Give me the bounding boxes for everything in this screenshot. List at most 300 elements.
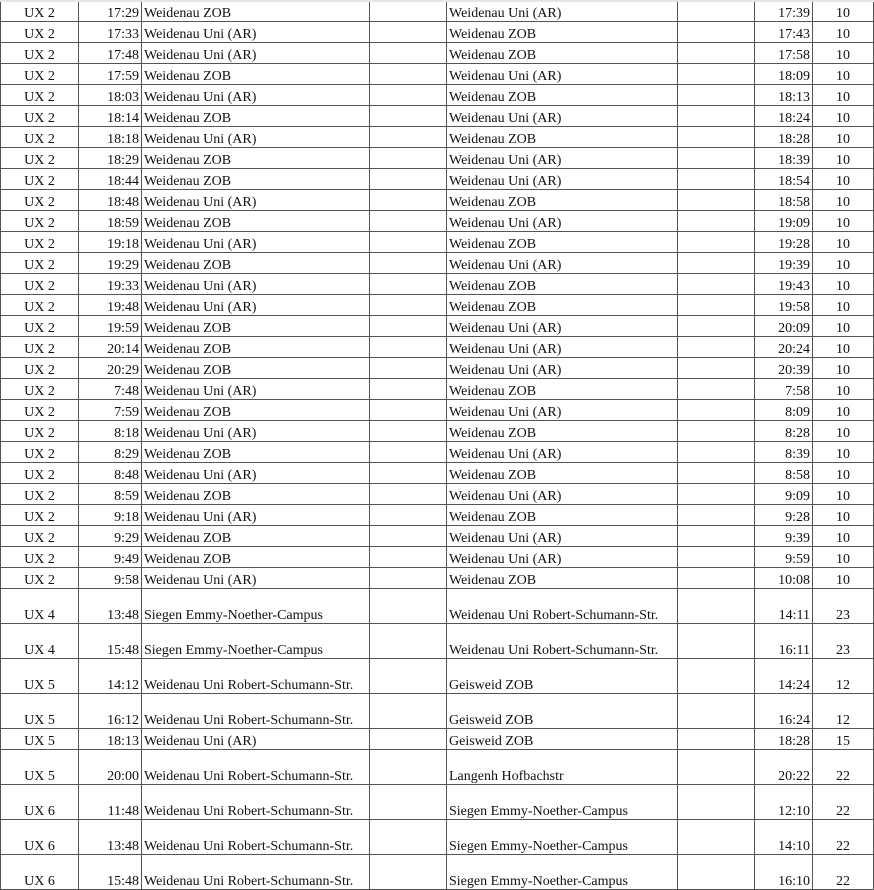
- line-cell: UX 2: [1, 169, 79, 190]
- origin-cell: Weidenau Uni (AR): [142, 568, 370, 589]
- origin-cell: Weidenau ZOB: [142, 148, 370, 169]
- destination-cell: Weidenau Uni (AR): [447, 106, 678, 127]
- departure-cell: 19:29: [79, 253, 142, 274]
- origin-cell: Weidenau ZOB: [142, 64, 370, 85]
- destination-cell: Weidenau Uni (AR): [447, 253, 678, 274]
- empty-cell: [678, 855, 755, 890]
- line-cell: UX 2: [1, 190, 79, 211]
- table-row: [1, 64, 874, 85]
- empty-cell: [370, 421, 447, 442]
- table-row: [1, 400, 874, 421]
- departure-cell: 8:18: [79, 421, 142, 442]
- empty-cell: [678, 43, 755, 64]
- destination-cell: Weidenau Uni (AR): [447, 148, 678, 169]
- empty-cell: [678, 253, 755, 274]
- line-cell: UX 2: [1, 379, 79, 400]
- table-row: [1, 274, 874, 295]
- line-cell: UX 5: [1, 694, 79, 729]
- empty-cell: [370, 43, 447, 64]
- table-row: [1, 43, 874, 64]
- arrival-cell: 19:39: [755, 253, 813, 274]
- origin-cell: Weidenau Uni (AR): [142, 295, 370, 316]
- destination-cell: Weidenau ZOB: [447, 463, 678, 484]
- origin-cell: Weidenau Uni (AR): [142, 190, 370, 211]
- destination-cell: Weidenau Uni (AR): [447, 484, 678, 505]
- departure-cell: 19:33: [79, 274, 142, 295]
- departure-cell: 18:48: [79, 190, 142, 211]
- arrival-cell: 9:59: [755, 547, 813, 568]
- duration-cell: 10: [813, 1, 874, 22]
- departure-cell: 8:48: [79, 463, 142, 484]
- empty-cell: [678, 295, 755, 316]
- departure-cell: 7:48: [79, 379, 142, 400]
- destination-cell: Langenh Hofbachstr: [447, 750, 678, 785]
- duration-cell: 12: [813, 659, 874, 694]
- departure-cell: 9:18: [79, 505, 142, 526]
- origin-cell: Weidenau ZOB: [142, 316, 370, 337]
- empty-cell: [678, 22, 755, 43]
- line-cell: UX 2: [1, 505, 79, 526]
- arrival-cell: 18:24: [755, 106, 813, 127]
- line-cell: UX 2: [1, 211, 79, 232]
- table-row: [1, 337, 874, 358]
- line-cell: UX 2: [1, 547, 79, 568]
- line-cell: UX 2: [1, 253, 79, 274]
- arrival-cell: 20:09: [755, 316, 813, 337]
- departure-cell: 20:29: [79, 358, 142, 379]
- empty-cell: [678, 316, 755, 337]
- table-row: [1, 1, 874, 22]
- empty-cell: [370, 274, 447, 295]
- line-cell: UX 2: [1, 64, 79, 85]
- line-cell: UX 2: [1, 442, 79, 463]
- departure-cell: 17:59: [79, 64, 142, 85]
- destination-cell: Weidenau ZOB: [447, 568, 678, 589]
- origin-cell: Weidenau Uni Robert-Schumann-Str.: [142, 855, 370, 890]
- duration-cell: 23: [813, 624, 874, 659]
- empty-cell: [678, 64, 755, 85]
- table-row: [1, 421, 874, 442]
- duration-cell: 10: [813, 148, 874, 169]
- empty-cell: [370, 316, 447, 337]
- destination-cell: Siegen Emmy-Noether-Campus: [447, 785, 678, 820]
- destination-cell: Weidenau ZOB: [447, 505, 678, 526]
- origin-cell: Weidenau Uni Robert-Schumann-Str.: [142, 659, 370, 694]
- empty-cell: [370, 855, 447, 890]
- destination-cell: Weidenau Uni (AR): [447, 1, 678, 22]
- origin-cell: Weidenau Uni (AR): [142, 232, 370, 253]
- duration-cell: 10: [813, 526, 874, 547]
- departure-cell: 9:29: [79, 526, 142, 547]
- departure-cell: 11:48: [79, 785, 142, 820]
- empty-cell: [678, 190, 755, 211]
- empty-cell: [370, 442, 447, 463]
- empty-cell: [678, 421, 755, 442]
- table-row: [1, 148, 874, 169]
- departure-cell: 9:49: [79, 547, 142, 568]
- line-cell: UX 2: [1, 127, 79, 148]
- arrival-cell: 14:24: [755, 659, 813, 694]
- departure-cell: 18:13: [79, 729, 142, 750]
- duration-cell: 10: [813, 358, 874, 379]
- empty-cell: [678, 337, 755, 358]
- empty-cell: [370, 22, 447, 43]
- departure-cell: 20:14: [79, 337, 142, 358]
- empty-cell: [370, 400, 447, 421]
- empty-cell: [370, 85, 447, 106]
- departure-cell: 19:18: [79, 232, 142, 253]
- arrival-cell: 9:09: [755, 484, 813, 505]
- line-cell: UX 2: [1, 526, 79, 547]
- origin-cell: Weidenau ZOB: [142, 1, 370, 22]
- departure-cell: 19:48: [79, 295, 142, 316]
- arrival-cell: 17:43: [755, 22, 813, 43]
- arrival-cell: 18:09: [755, 64, 813, 85]
- empty-cell: [678, 659, 755, 694]
- origin-cell: Siegen Emmy-Noether-Campus: [142, 589, 370, 624]
- empty-cell: [370, 232, 447, 253]
- table-row: [1, 526, 874, 547]
- table-row: [1, 589, 874, 624]
- top-strip: [0, 0, 874, 2]
- departure-cell: 17:48: [79, 43, 142, 64]
- destination-cell: Weidenau ZOB: [447, 274, 678, 295]
- departure-cell: 15:48: [79, 624, 142, 659]
- origin-cell: Weidenau Uni Robert-Schumann-Str.: [142, 785, 370, 820]
- origin-cell: Weidenau ZOB: [142, 526, 370, 547]
- table-row: [1, 729, 874, 750]
- line-cell: UX 5: [1, 729, 79, 750]
- departure-cell: 7:59: [79, 400, 142, 421]
- line-cell: UX 2: [1, 421, 79, 442]
- table-row: [1, 232, 874, 253]
- empty-cell: [370, 505, 447, 526]
- arrival-cell: 18:58: [755, 190, 813, 211]
- arrival-cell: 19:28: [755, 232, 813, 253]
- destination-cell: Geisweid ZOB: [447, 694, 678, 729]
- departure-cell: 20:00: [79, 750, 142, 785]
- table-row: [1, 169, 874, 190]
- line-cell: UX 4: [1, 624, 79, 659]
- line-cell: UX 5: [1, 659, 79, 694]
- arrival-cell: 18:54: [755, 169, 813, 190]
- arrival-cell: 9:28: [755, 505, 813, 526]
- destination-cell: Weidenau Uni (AR): [447, 64, 678, 85]
- empty-cell: [678, 274, 755, 295]
- origin-cell: Weidenau Uni (AR): [142, 274, 370, 295]
- departure-cell: 13:48: [79, 820, 142, 855]
- duration-cell: 23: [813, 589, 874, 624]
- line-cell: UX 6: [1, 855, 79, 890]
- table-row: [1, 547, 874, 568]
- origin-cell: Weidenau Uni (AR): [142, 505, 370, 526]
- arrival-cell: 8:09: [755, 400, 813, 421]
- duration-cell: 22: [813, 855, 874, 890]
- arrival-cell: 8:39: [755, 442, 813, 463]
- arrival-cell: 17:39: [755, 1, 813, 22]
- arrival-cell: 16:24: [755, 694, 813, 729]
- origin-cell: Weidenau Uni (AR): [142, 729, 370, 750]
- origin-cell: Weidenau ZOB: [142, 442, 370, 463]
- origin-cell: Weidenau Uni (AR): [142, 463, 370, 484]
- empty-cell: [370, 694, 447, 729]
- origin-cell: Weidenau Uni (AR): [142, 379, 370, 400]
- line-cell: UX 2: [1, 148, 79, 169]
- line-cell: UX 2: [1, 295, 79, 316]
- table-row: [1, 855, 874, 890]
- table-row: [1, 253, 874, 274]
- arrival-cell: 7:58: [755, 379, 813, 400]
- arrival-cell: 20:22: [755, 750, 813, 785]
- line-cell: UX 2: [1, 1, 79, 22]
- duration-cell: 10: [813, 421, 874, 442]
- empty-cell: [370, 295, 447, 316]
- duration-cell: 10: [813, 253, 874, 274]
- line-cell: UX 2: [1, 22, 79, 43]
- origin-cell: Weidenau ZOB: [142, 547, 370, 568]
- departure-cell: 16:12: [79, 694, 142, 729]
- empty-cell: [678, 1, 755, 22]
- empty-cell: [678, 624, 755, 659]
- line-cell: UX 6: [1, 820, 79, 855]
- empty-cell: [678, 694, 755, 729]
- destination-cell: Weidenau ZOB: [447, 127, 678, 148]
- destination-cell: Weidenau Uni (AR): [447, 337, 678, 358]
- empty-cell: [678, 400, 755, 421]
- empty-cell: [370, 624, 447, 659]
- line-cell: UX 2: [1, 400, 79, 421]
- destination-cell: Siegen Emmy-Noether-Campus: [447, 820, 678, 855]
- origin-cell: Weidenau ZOB: [142, 106, 370, 127]
- line-cell: UX 2: [1, 85, 79, 106]
- origin-cell: Weidenau Uni Robert-Schumann-Str.: [142, 694, 370, 729]
- departure-cell: 19:59: [79, 316, 142, 337]
- destination-cell: Weidenau Uni (AR): [447, 211, 678, 232]
- arrival-cell: 16:11: [755, 624, 813, 659]
- table-row: [1, 22, 874, 43]
- line-cell: UX 5: [1, 750, 79, 785]
- destination-cell: Weidenau Uni Robert-Schumann-Str.: [447, 589, 678, 624]
- empty-cell: [370, 463, 447, 484]
- destination-cell: Weidenau ZOB: [447, 379, 678, 400]
- arrival-cell: 16:10: [755, 855, 813, 890]
- departure-cell: 8:29: [79, 442, 142, 463]
- destination-cell: Geisweid ZOB: [447, 729, 678, 750]
- empty-cell: [678, 729, 755, 750]
- origin-cell: Weidenau ZOB: [142, 211, 370, 232]
- timetable-body: [1, 1, 874, 890]
- arrival-cell: 8:58: [755, 463, 813, 484]
- duration-cell: 10: [813, 127, 874, 148]
- empty-cell: [678, 750, 755, 785]
- duration-cell: 10: [813, 400, 874, 421]
- empty-cell: [370, 589, 447, 624]
- arrival-cell: 8:28: [755, 421, 813, 442]
- arrival-cell: 18:28: [755, 729, 813, 750]
- line-cell: UX 2: [1, 43, 79, 64]
- table-row: [1, 358, 874, 379]
- empty-cell: [370, 337, 447, 358]
- empty-cell: [370, 785, 447, 820]
- arrival-cell: 14:10: [755, 820, 813, 855]
- arrival-cell: 20:39: [755, 358, 813, 379]
- table-row: [1, 484, 874, 505]
- departure-cell: 17:33: [79, 22, 142, 43]
- destination-cell: Weidenau ZOB: [447, 232, 678, 253]
- table-row: [1, 750, 874, 785]
- empty-cell: [678, 589, 755, 624]
- table-row: [1, 463, 874, 484]
- duration-cell: 12: [813, 694, 874, 729]
- table-row: [1, 505, 874, 526]
- duration-cell: 10: [813, 106, 874, 127]
- destination-cell: Weidenau Uni (AR): [447, 358, 678, 379]
- line-cell: UX 6: [1, 785, 79, 820]
- line-cell: UX 2: [1, 337, 79, 358]
- empty-cell: [678, 211, 755, 232]
- empty-cell: [678, 379, 755, 400]
- duration-cell: 10: [813, 568, 874, 589]
- origin-cell: Weidenau ZOB: [142, 484, 370, 505]
- empty-cell: [370, 484, 447, 505]
- destination-cell: Weidenau Uni (AR): [447, 169, 678, 190]
- duration-cell: 10: [813, 316, 874, 337]
- destination-cell: Weidenau Uni (AR): [447, 316, 678, 337]
- line-cell: UX 2: [1, 232, 79, 253]
- line-cell: UX 2: [1, 568, 79, 589]
- empty-cell: [370, 148, 447, 169]
- arrival-cell: 19:58: [755, 295, 813, 316]
- duration-cell: 10: [813, 442, 874, 463]
- empty-cell: [678, 169, 755, 190]
- destination-cell: Weidenau ZOB: [447, 43, 678, 64]
- line-cell: UX 4: [1, 589, 79, 624]
- destination-cell: Siegen Emmy-Noether-Campus: [447, 855, 678, 890]
- duration-cell: 10: [813, 232, 874, 253]
- arrival-cell: 19:09: [755, 211, 813, 232]
- arrival-cell: 18:39: [755, 148, 813, 169]
- departure-cell: 14:12: [79, 659, 142, 694]
- destination-cell: Weidenau ZOB: [447, 22, 678, 43]
- table-row: [1, 127, 874, 148]
- duration-cell: 10: [813, 295, 874, 316]
- table-row: [1, 820, 874, 855]
- table-row: [1, 694, 874, 729]
- empty-cell: [678, 785, 755, 820]
- arrival-cell: 9:39: [755, 526, 813, 547]
- departure-cell: 18:14: [79, 106, 142, 127]
- origin-cell: Weidenau ZOB: [142, 169, 370, 190]
- arrival-cell: 19:43: [755, 274, 813, 295]
- table-row: [1, 568, 874, 589]
- empty-cell: [370, 750, 447, 785]
- table-row: [1, 624, 874, 659]
- empty-cell: [678, 358, 755, 379]
- line-cell: UX 2: [1, 484, 79, 505]
- duration-cell: 15: [813, 729, 874, 750]
- departure-cell: 18:29: [79, 148, 142, 169]
- empty-cell: [370, 379, 447, 400]
- duration-cell: 10: [813, 505, 874, 526]
- line-cell: UX 2: [1, 316, 79, 337]
- duration-cell: 10: [813, 85, 874, 106]
- duration-cell: 10: [813, 169, 874, 190]
- empty-cell: [370, 547, 447, 568]
- empty-cell: [370, 1, 447, 22]
- origin-cell: Weidenau Uni (AR): [142, 421, 370, 442]
- duration-cell: 10: [813, 211, 874, 232]
- arrival-cell: 14:11: [755, 589, 813, 624]
- destination-cell: Weidenau Uni (AR): [447, 400, 678, 421]
- duration-cell: 10: [813, 484, 874, 505]
- empty-cell: [678, 820, 755, 855]
- departure-cell: 18:44: [79, 169, 142, 190]
- table-row: [1, 316, 874, 337]
- destination-cell: Weidenau ZOB: [447, 421, 678, 442]
- destination-cell: Weidenau Uni (AR): [447, 526, 678, 547]
- origin-cell: Weidenau Uni Robert-Schumann-Str.: [142, 820, 370, 855]
- origin-cell: Weidenau Uni (AR): [142, 85, 370, 106]
- empty-cell: [370, 358, 447, 379]
- table-row: [1, 85, 874, 106]
- table-row: [1, 659, 874, 694]
- empty-cell: [678, 547, 755, 568]
- destination-cell: Geisweid ZOB: [447, 659, 678, 694]
- arrival-cell: 20:24: [755, 337, 813, 358]
- duration-cell: 10: [813, 22, 874, 43]
- arrival-cell: 18:13: [755, 85, 813, 106]
- empty-cell: [678, 526, 755, 547]
- empty-cell: [370, 568, 447, 589]
- arrival-cell: 10:08: [755, 568, 813, 589]
- table-row: [1, 106, 874, 127]
- line-cell: UX 2: [1, 358, 79, 379]
- empty-cell: [370, 127, 447, 148]
- table-row: [1, 442, 874, 463]
- table-row: [1, 295, 874, 316]
- origin-cell: Weidenau Uni (AR): [142, 22, 370, 43]
- arrival-cell: 18:28: [755, 127, 813, 148]
- empty-cell: [370, 526, 447, 547]
- table-row: [1, 190, 874, 211]
- empty-cell: [370, 190, 447, 211]
- duration-cell: 10: [813, 547, 874, 568]
- departure-cell: 18:18: [79, 127, 142, 148]
- origin-cell: Weidenau Uni Robert-Schumann-Str.: [142, 750, 370, 785]
- empty-cell: [678, 232, 755, 253]
- line-cell: UX 2: [1, 463, 79, 484]
- duration-cell: 10: [813, 463, 874, 484]
- destination-cell: Weidenau Uni (AR): [447, 547, 678, 568]
- empty-cell: [678, 127, 755, 148]
- empty-cell: [370, 659, 447, 694]
- arrival-cell: 17:58: [755, 43, 813, 64]
- destination-cell: Weidenau Uni Robert-Schumann-Str.: [447, 624, 678, 659]
- empty-cell: [678, 505, 755, 526]
- origin-cell: Siegen Emmy-Noether-Campus: [142, 624, 370, 659]
- empty-cell: [370, 820, 447, 855]
- departure-cell: 17:29: [79, 1, 142, 22]
- empty-cell: [678, 463, 755, 484]
- duration-cell: 22: [813, 820, 874, 855]
- departure-cell: 18:03: [79, 85, 142, 106]
- origin-cell: Weidenau Uni (AR): [142, 43, 370, 64]
- duration-cell: 10: [813, 43, 874, 64]
- duration-cell: 22: [813, 785, 874, 820]
- empty-cell: [678, 484, 755, 505]
- duration-cell: 10: [813, 337, 874, 358]
- empty-cell: [370, 169, 447, 190]
